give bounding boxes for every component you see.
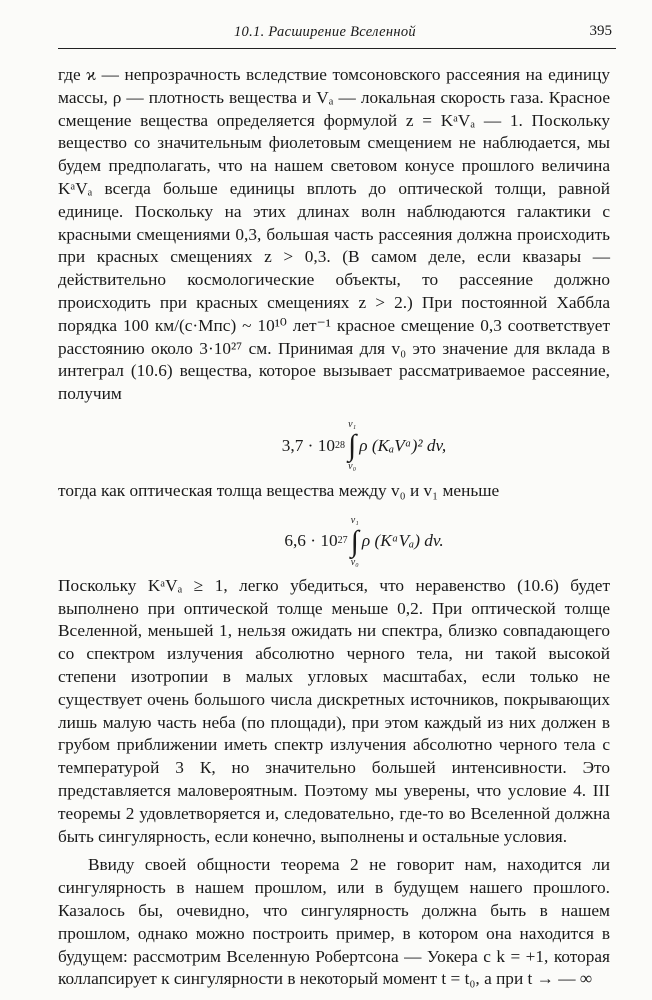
formula-1-lower-limit: v₀ (348, 460, 357, 472)
paragraph-3: Поскольку KᵃVₐ ≥ 1, легко убедиться, что неравенство (10.6) будет выполнено при оптической толще меньше 0,2. При оптической толще Вселенной, меньшей 1, нельзя ожидать ни спектра, близко совпадающего со спектром излучения абсолютно черного тела, ни такой высокой степени изотропии в малых угловых масштабах, если только не существует очень большого числа дискретных источников, покрывающих лишь малую часть неба (по площади), при этом каждый из них должен в грубом приближении иметь спектр излучения абсолютно черного тела с температурой 3 К, но значительно большей интенсивности. Это представляется маловероятным. Поэтому мы уверены, что условие 4. III теоремы 2 удовлетворяется и, следовательно, где-то во Вселенной должна быть сингулярность, если конечно, выполнены и остальные условия. (58, 575, 610, 846)
main-text (58, 64, 610, 991)
paragraph-1: где ϰ — непрозрачность вследствие томсоновского рассеяния на единицу массы, ρ — плотность вещества и Vₐ — локальная скорость газа. Красное смещение вещества определяется формулой z = KᵃVₐ — 1. Поскольку вещество со значительным фиолетовым смещением не наблюдается, мы будем предполагать, что на нашем световом конусе прошлого величина KᵃVₐ всегда больше единицы вплоть до оптической толщи, равной единице. Поскольку на этих длинах волн наблюдаются галактики с красными смещениями 0,3, большая часть рассеяния должна происходить при красных смещениях z > 0,3. (В самом деле, если квазары — действительно космологические объекты, то рассеяние должно происходить при красных смещениях z > 2.) При постоянной Хаббла порядка 100 км/(с·Мпс) ~ 10¹⁰ лет⁻¹ красное смещение 0,3 соответствует расстоянию около 3·10²⁷ см. Принимая для v₀ это значение для вклада в интеграл (10.6) вещества, которое вызывает рассматриваемое рассеяние, получим (58, 65, 610, 404)
formula-2-coefficient: 6,6 · 10 (284, 531, 338, 551)
formula-1 (118, 412, 610, 480)
formula-2-lower-limit: v₀ (350, 556, 359, 568)
formula-2-integrand: ρ (KᵃVₐ) dv. (361, 531, 444, 551)
formula-1-coefficient: 3,7 · 10 (281, 435, 336, 455)
formula-2-upper-limit: v₁ (350, 514, 359, 526)
running-header (58, 22, 616, 49)
formula-1-upper-limit: v₁ (348, 418, 357, 430)
integral-sign-2 (351, 516, 359, 568)
formula-1-exponent: 28 (335, 439, 346, 451)
formula-2 (118, 509, 610, 575)
integral-icon: ∫ (350, 524, 359, 558)
paragraph-2: тогда как оптическая толща вещества между v₀ и v₁ меньше (58, 480, 500, 500)
page-number: 395 (589, 23, 612, 39)
formula-1-integrand: ρ (KₐVᵃ)² dv, (359, 435, 447, 455)
integral-sign-1 (348, 420, 356, 472)
integral-icon: ∫ (348, 428, 357, 462)
section-title: 10.1. Расширение Вселенной (234, 24, 416, 40)
formula-2-exponent: 27 (337, 535, 348, 547)
paragraph-4: Ввиду своей общности теорема 2 не говорит нам, находится ли сингулярность в нашем прошлом, или в будущем нашего прошлого. Казалось бы, очевидно, что сингулярность должна быть в нашем прошлом, однако можно построить пример, в котором она находится в будущем: рассмотрим Вселенную Робертсона — Уокера с k = +1, которая коллапсирует к сингулярности в некоторый момент t = t₀, а при t → — ∞ (58, 855, 610, 989)
